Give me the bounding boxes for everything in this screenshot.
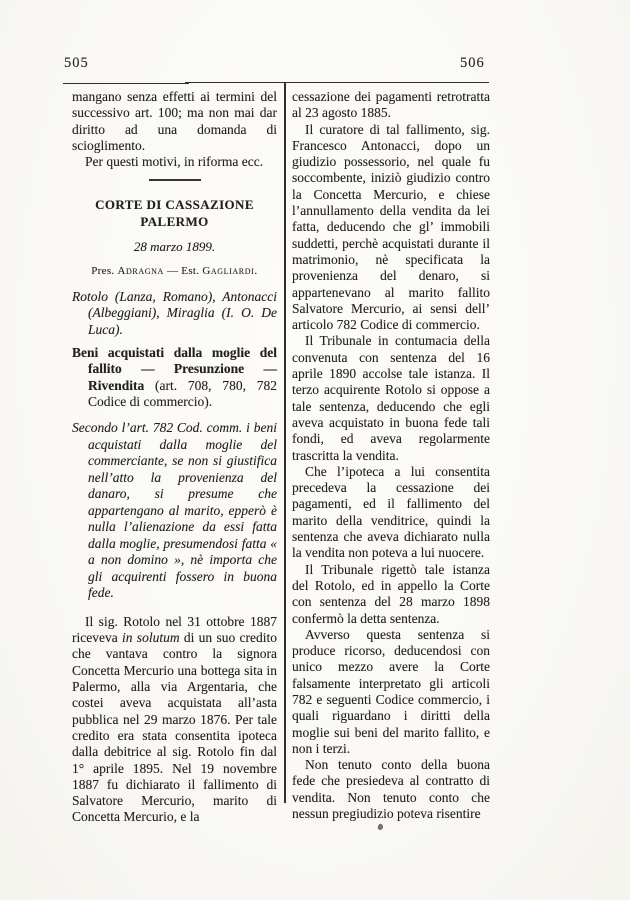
- paragraph: cessazione dei pagamenti retrotratta al 23 agosto 1885.: [292, 89, 490, 121]
- facts-paragraph: [72, 614, 277, 826]
- section-separator-rule: [149, 179, 201, 181]
- case-date: 28 marzo 1899.: [133, 239, 216, 255]
- paragraph: Il Tribunale in contumacia della convenuta con sentenza del 16 aprile 1890 accolse tale istanza. Il terzo acquirente Rotolo si oppose a tale sentenza, deducendo che egli aveva acquistato in buona fede tali fondi, ed aveva regolarmente trascritta la vendita.: [292, 333, 490, 463]
- paragraph: Avverso questa sentenza si produce ricorso, deducendosi con unico mezzo avere la Corte falsamente interpretato gli articoli 782 e seguenti Codice commercio, i quali riguardano i diritti della moglie sui beni del marito fallito, e non i terzi.: [292, 626, 490, 756]
- case-heading: [72, 196, 277, 230]
- page-number-left: 505: [64, 55, 89, 71]
- facts-text-after: di un suo credito che vantava contro la signora Concetta Mercurio una bottega sita in Palermo, alla via Argentaria, che costei aveva acquistata all’asta pubblica nel 29 marzo 1876. Per tale credito era stata consentita ipoteca dalla debitrice al sig. Rotolo fin dal 1° aprile 1895. Nel 19 novembre 1887 fu dichiarato il fallimento di Salvatore Mercurio, marito di Concetta Mercurio, e la: [72, 630, 277, 825]
- judges-separator: —: [163, 265, 182, 278]
- case-heading-line1: CORTE DI CASSAZIONE: [95, 197, 254, 213]
- president-name: Adragna: [117, 265, 164, 278]
- paragraph: Il curatore di tal fallimento, sig. Francesco Antonacci, dopo un giudizio possessorio, nel quale fu soccombente, iniziò giudizio contro la Concetta Mercurio, e chiese l’annullamento della vendita da lei fatta, deducendo che gl’ immobili suddetti, perchè acquistati durante il matrimonio, nè specificata la provenienza del denaro, si appartenevano al marito fallito Salvatore Mercurio, ai sensi dell’ articolo 782 Codice di commercio.: [292, 121, 490, 333]
- header-rule-right-segment: [185, 82, 489, 84]
- ink-speck: [377, 823, 384, 830]
- left-column: [72, 89, 277, 826]
- header-rule-left-segment: [63, 83, 189, 85]
- paragraph-closing-formula: Per questi motivi, in riforma ecc.: [85, 154, 264, 170]
- headnote-keywords: Beni acquistati dalla moglie del fallito — Presunzione — Rivendita: [72, 345, 277, 393]
- headnote: [72, 345, 277, 410]
- judges-line: [72, 263, 277, 279]
- parties-line: Rotolo (Lanza, Romano), Antonacci (Albeggiani), Miraglia (I. O. De Luca).: [72, 288, 277, 337]
- estensore-label: Est.: [181, 265, 203, 278]
- paragraph: Il Tribunale rigettò tale istanza del Rotolo, ed in appello la Corte con sentenza del 28 marzo 1898 confermò la detta sentenza.: [292, 561, 490, 626]
- facts-text-before: Il sig. Rotolo nel 31 ottobre 1887 riceveva: [72, 613, 277, 646]
- page-number-right: 506: [460, 55, 485, 71]
- paragraph-continuation: mangano senza effetti ai termini del successivo art. 100; ma non mai dar diritto ad una domanda di scioglimento.: [72, 89, 277, 153]
- estensore-name: Gagliardi.: [202, 265, 258, 278]
- case-heading-line2: PALERMO: [140, 214, 209, 230]
- paragraph: Non tenuto conto della buona fede che presiedeva al contratto di vendita. Non tenuto conto che nessun pregiudizio poteva risentire: [292, 757, 490, 822]
- maxim-paragraph: Secondo l’art. 782 Cod. comm. i beni acquistati dalla moglie del commerciante, se non si giustifica nell’atto la provenienza del danaro, si presume che appartengano al marito, epperò è nulla l’alienazione da essi fatta dalla moglie, presumendosi fatta « a non domino », nè importa che gli acquirenti fossero in buona fede.: [72, 420, 277, 601]
- column-divider: [284, 82, 286, 803]
- facts-latin-term: in solutum: [122, 630, 180, 646]
- president-label: Pres.: [91, 265, 118, 278]
- headnote-citation: (art. 708, 780, 782 Codice di commercio).: [88, 377, 277, 410]
- paragraph: Che l’ipoteca a lui consentita precedeva la cessazione dei pagamenti, ed il fallimento del marito della venditrice, quindi la sentenza che aveva dichiarato nulla la vendita non poteva a lui nuocere.: [292, 463, 490, 561]
- right-column: [292, 89, 490, 822]
